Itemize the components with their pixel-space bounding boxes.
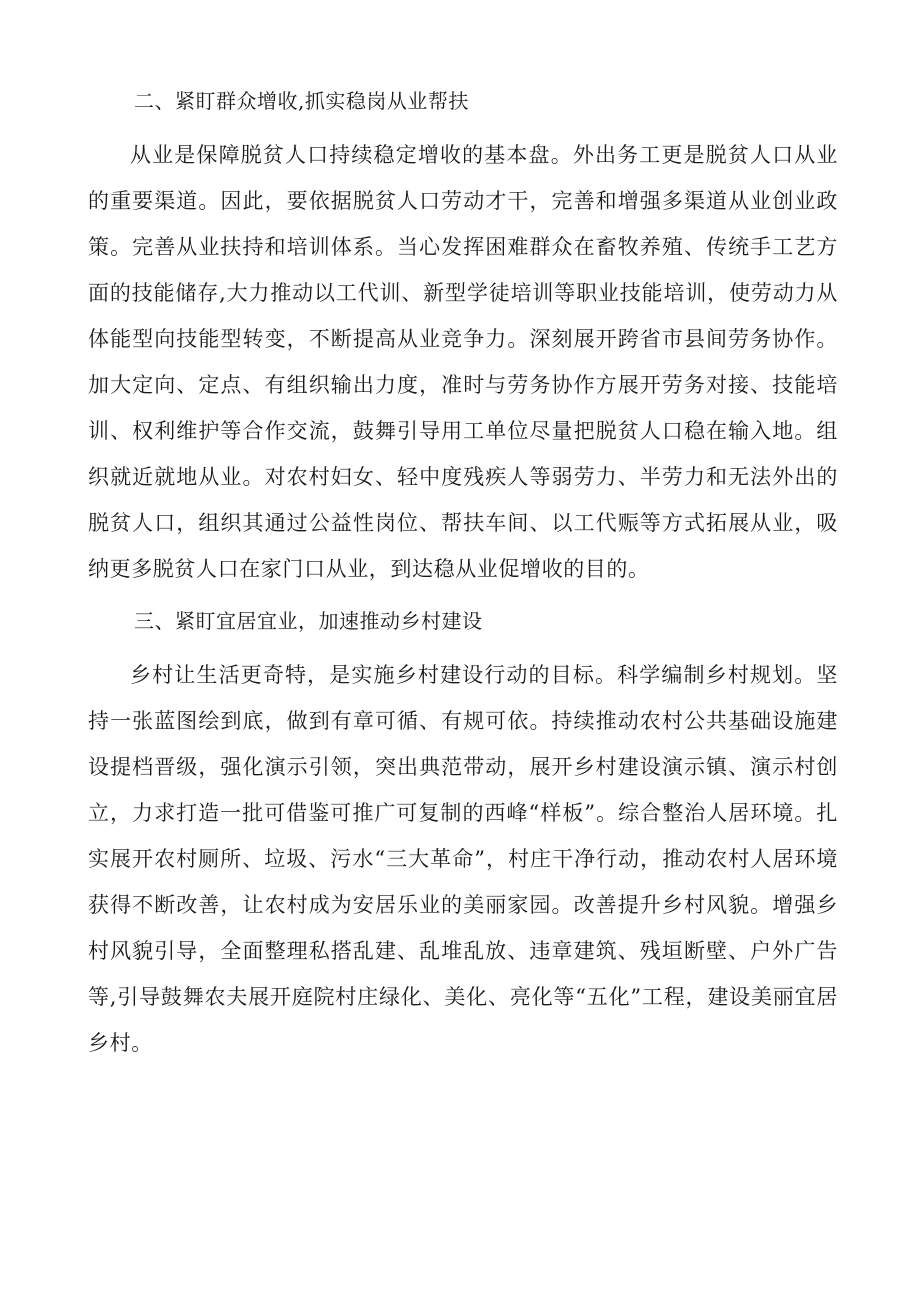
section-heading: 三、紧盯宜居宜业，加速推动乡村建设 <box>134 609 483 633</box>
section-paragraph: 从业是保障脱贫人口持续稳定增收的基本盘。外出务工更是脱贫人口从业的重要渠道。因此，要依据脱贫人口劳动才干，完善和增强多渠道从业创业政策。完善从业扶持和培训体系。当心发挥困难群众在畜牧养殖、传统手工艺方面的技能储存,大力推动以工代训、新型学徒培训等职业技能培训，使劳动力从体能型向技能型转变，不断提高从业竞争力。深刻展开跨省市县间劳务协作。加大定向、定点、有组织输出力度，准时与劳务协作方展开劳务对接、技能培训、权利维护等合作交流，鼓舞引导用工单位尽量把脱贫人口稳在输入地。组织就近就地从业。对农村妇女、轻中度残疾人等弱劳力、半劳力和无法外出的脱贫人口，组织其通过公益性岗位、帮扶车间、以工代赈等方式拓展从业，吸纳更多脱贫人口在家门口从业，到达稳从业促增收的目的。 <box>88 143 838 581</box>
section-paragraph: 乡村让生活更奇特，是实施乡村建设行动的目标。科学编制乡村规划。坚持一张蓝图绘到底，做到有章可循、有规可依。持续推动农村公共基础设施建设提档晋级，强化演示引领，突出典范带动，展开乡村建设演示镇、演示村创立，力求打造一批可借鉴可推广可复制的西峰“样板”。综合整治人居环境。扎实展开农村厕所、垃圾、污水“三大革命”，村庄干净行动，推动农村人居环境获得不断改善，让农村成为安居乐业的美丽家园。改善提升乡村风貌。增强乡村风貌引导，全面整理私搭乱建、乱堆乱放、违章建筑、残垣断壁、户外广告等,引导鼓舞农夫展开庭院村庄绿化、美化、亮化等“五化”工程，建设美丽宜居乡村。 <box>88 663 838 1055</box>
section-two <box>88 84 838 592</box>
section-heading: 二、紧盯群众增收,抓实稳岗从业帮扶 <box>134 89 469 113</box>
section-three <box>88 604 838 1066</box>
